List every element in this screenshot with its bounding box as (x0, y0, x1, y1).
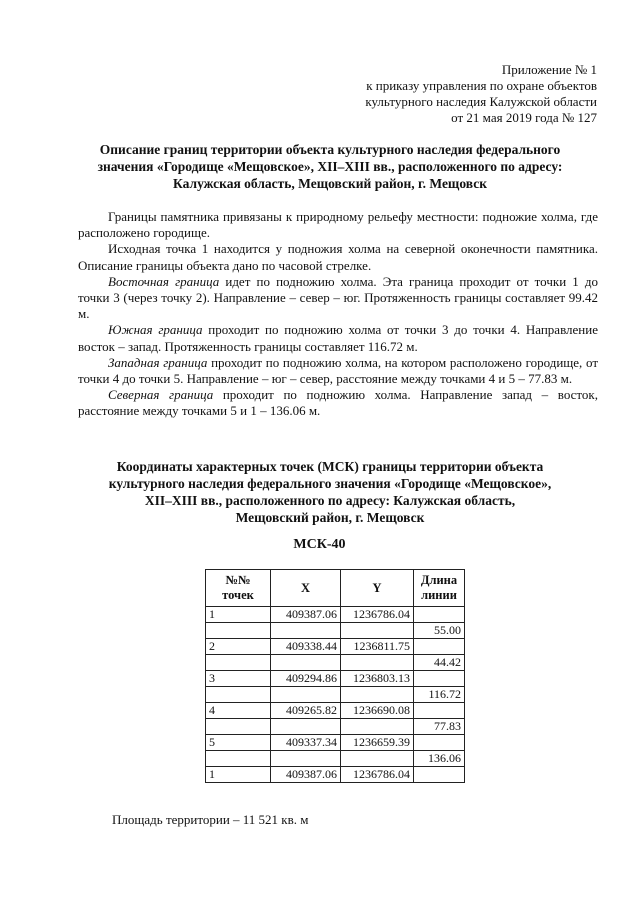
north-border-text: проходит по подножию холма. Направление запад – восток, расстояние между точками 5 и 1 – 136.06 м. (78, 387, 598, 419)
header-length-line1: Длина (420, 573, 458, 587)
coordinates-title-line: культурного наследия федерального значения «Городище «Мещовское», (108, 476, 552, 491)
cell-y (341, 623, 414, 639)
cell-length (414, 703, 465, 719)
table-row (206, 607, 465, 623)
header-point-line1: №№ (225, 573, 251, 587)
cell-point (206, 751, 271, 767)
appendix-header (365, 62, 597, 126)
table-row (206, 735, 465, 751)
cell-y: 1236690.08 (341, 703, 414, 719)
header-length-line2: линии (421, 588, 457, 602)
cell-length (414, 639, 465, 655)
coordinates-title-line: Координаты характерных точек (МСК) границы территории объекта (116, 459, 544, 474)
cell-y (341, 655, 414, 671)
coordinates-table (205, 569, 465, 783)
cell-x (271, 623, 341, 639)
paragraph-intro: Границы памятника привязаны к природному рельефу местности: подножие холма, где расположено городище. (78, 209, 598, 241)
order-authority: культурного наследия Калужской области (365, 94, 597, 109)
title-line: Калужская область, Мещовский район, г. Мещовск (173, 176, 487, 191)
cell-point (206, 623, 271, 639)
cell-x: 409387.06 (271, 767, 341, 783)
cell-y (341, 751, 414, 767)
cell-y (341, 687, 414, 703)
header-point-line2: точек (222, 588, 254, 602)
west-border-text: проходит по подножию холма, на котором расположено городище, от точки 4 до точки 5. Направление – юг – север, расстояние между точками 4 и 5 – 77.83 м. (78, 354, 599, 387)
header-y: Y (341, 570, 414, 607)
coordinates-title-line: Мещовский район, г. Мещовск (235, 510, 425, 525)
cell-point: 3 (206, 671, 271, 687)
cell-point: 4 (206, 703, 271, 719)
coordinate-system-label: МСК-40 (293, 537, 346, 552)
cell-x: 409387.06 (271, 607, 341, 623)
south-border-label: Южная граница (108, 322, 203, 338)
cell-length: 116.72 (414, 687, 465, 703)
cell-x (271, 687, 341, 703)
cell-point: 5 (206, 735, 271, 751)
document-title (60, 141, 600, 192)
coordinates-title (60, 458, 600, 526)
cell-point: 1 (206, 767, 271, 783)
cell-point: 2 (206, 639, 271, 655)
header-line-length (414, 570, 465, 607)
table-row (206, 639, 465, 655)
cell-point (206, 655, 271, 671)
header-x: X (271, 570, 341, 607)
table-header-row (206, 570, 465, 607)
east-border-text: идет по подножию холма. Эта граница проходит от точки 1 до точки 3 (через точку 2). Направление – север – юг. Протяженность границы составляет 99.42 м. (78, 273, 598, 322)
paragraph-north-border (78, 387, 598, 419)
north-border-label: Северная граница (108, 387, 214, 403)
table-row (206, 655, 465, 671)
cell-point (206, 719, 271, 735)
cell-x (271, 719, 341, 735)
cell-length: 55.00 (414, 623, 465, 639)
cell-x (271, 751, 341, 767)
cell-y: 1236811.75 (341, 639, 414, 655)
cell-x (271, 655, 341, 671)
cell-length: 77.83 (414, 719, 465, 735)
title-line: Описание границ территории объекта культурного наследия федерального (99, 142, 561, 157)
paragraph-start-point: Исходная точка 1 находится у подножия холма на северной оконечности памятника. Описание границы объекта дано по часовой стрелке. (78, 241, 598, 273)
order-date: от 21 мая 2019 года № 127 (451, 110, 597, 125)
cell-y: 1236786.04 (341, 767, 414, 783)
paragraph-south-border (78, 322, 598, 354)
paragraph-east-border (78, 274, 598, 323)
cell-point: 1 (206, 607, 271, 623)
table-row (206, 703, 465, 719)
order-reference: к приказу управления по охране объектов (366, 78, 597, 93)
coordinates-title-line: XII–XIII вв., расположенного по адресу: Калужская область, (144, 493, 516, 508)
cell-x: 409265.82 (271, 703, 341, 719)
cell-length (414, 735, 465, 751)
appendix-number: Приложение № 1 (501, 62, 597, 77)
paragraph-west-border (78, 355, 598, 387)
cell-length: 136.06 (414, 751, 465, 767)
cell-x: 409338.44 (271, 639, 341, 655)
table-row (206, 719, 465, 735)
cell-y: 1236786.04 (341, 607, 414, 623)
cell-length (414, 671, 465, 687)
coordinates-table-body (206, 607, 465, 783)
table-row (206, 751, 465, 767)
south-border-text: проходит по подножию холма от точки 3 до точки 4. Направление восток – запад. Протяженность границы составляет 116.72 м. (78, 322, 598, 354)
west-border-label: Западная граница (108, 354, 208, 370)
table-row (206, 687, 465, 703)
cell-y: 1236659.39 (341, 735, 414, 751)
cell-y: 1236803.13 (341, 671, 414, 687)
title-line: значения «Городище «Мещовское», XII–XIII вв., расположенного по адресу: (97, 159, 563, 174)
territory-area: Площадь территории – 11 521 кв. м (112, 812, 309, 827)
cell-x: 409337.34 (271, 735, 341, 751)
cell-point (206, 687, 271, 703)
table-row (206, 623, 465, 639)
boundary-description (78, 209, 598, 420)
cell-length: 44.42 (414, 655, 465, 671)
table-row (206, 671, 465, 687)
east-border-label: Восточная граница (108, 273, 220, 289)
cell-y (341, 719, 414, 735)
cell-length (414, 607, 465, 623)
table-row (206, 767, 465, 783)
header-point-number (206, 570, 271, 607)
cell-length (414, 767, 465, 783)
cell-x: 409294.86 (271, 671, 341, 687)
